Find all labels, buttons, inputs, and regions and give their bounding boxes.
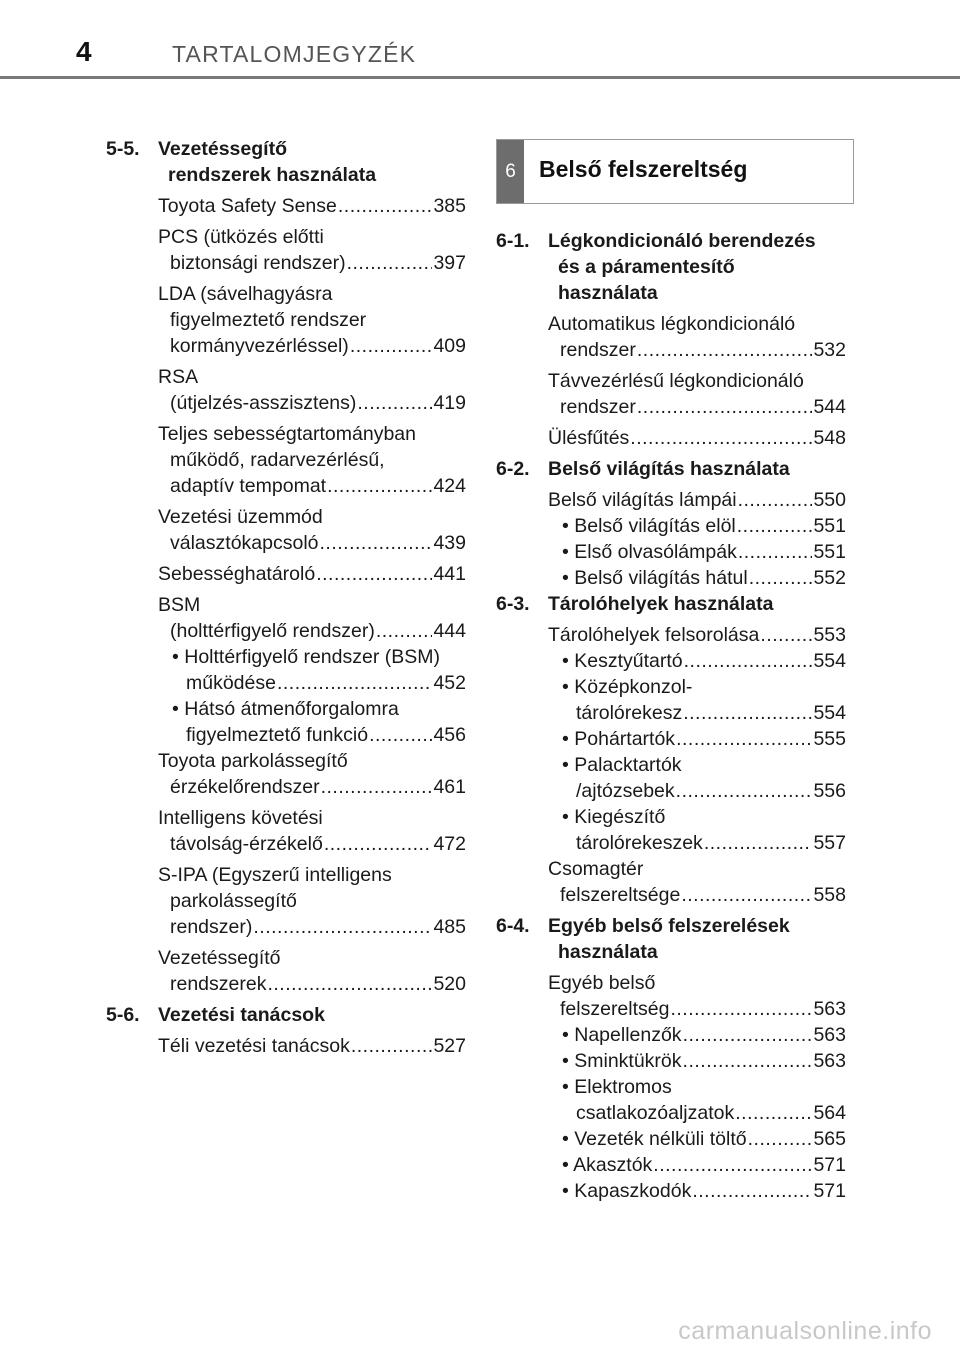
page-header <box>0 0 960 80</box>
toc-left-column <box>106 136 466 1064</box>
entry-text: parkolássegítő <box>170 890 297 912</box>
entry-line <box>158 473 466 499</box>
entry-line <box>158 945 466 971</box>
dot-leader <box>653 1152 812 1178</box>
header-divider <box>0 76 960 79</box>
dot-leader <box>321 774 433 800</box>
section-title-line: Vezetési tanácsok <box>158 1004 325 1026</box>
toc-entry[interactable] <box>548 622 846 648</box>
toc-entry[interactable] <box>158 592 466 644</box>
page-number[interactable]: 520 <box>433 973 466 995</box>
entry-line <box>158 1033 466 1059</box>
toc-subentry[interactable] <box>562 513 846 539</box>
entry-line <box>562 1178 846 1204</box>
entry-text: • Kiegészítő <box>562 806 666 828</box>
page-number[interactable]: 551 <box>813 515 846 537</box>
entry-text: S-IPA (Egyszerű intelligens <box>158 864 392 886</box>
page-number[interactable]: 419 <box>433 392 466 414</box>
dot-leader <box>320 530 433 556</box>
page-number[interactable]: 527 <box>433 1035 466 1057</box>
entry-text: (holttérfigyelő rendszer) <box>170 620 375 642</box>
toc-entry[interactable] <box>158 945 466 997</box>
entry-line <box>548 970 846 996</box>
entry-line <box>548 394 846 420</box>
entry-line <box>158 748 466 774</box>
page-number[interactable]: 385 <box>433 195 466 217</box>
page-number[interactable]: 552 <box>813 567 846 589</box>
entry-line <box>548 622 846 648</box>
toc-entry[interactable] <box>158 193 466 219</box>
dot-leader <box>676 778 813 804</box>
dot-leader <box>630 425 812 451</box>
section-title-line: Egyéb belső felszerelések <box>548 915 790 937</box>
page-number: 4 <box>76 36 92 67</box>
toc-entry[interactable] <box>548 970 846 1022</box>
dot-leader <box>637 394 813 420</box>
entry-text: • Napellenzők <box>562 1024 682 1046</box>
page-number[interactable]: 563 <box>813 1024 846 1046</box>
entry-line <box>548 856 846 882</box>
entry-line <box>562 752 846 778</box>
entry-line <box>172 670 466 696</box>
section-title-line: használata <box>558 941 658 963</box>
entry-text: rendszer <box>560 396 636 418</box>
entry-line <box>158 862 466 888</box>
entry-line <box>562 1022 846 1048</box>
entry-text: • Vezeték nélküli töltő <box>562 1128 747 1150</box>
entry-line <box>158 618 466 644</box>
toc-subentry[interactable] <box>562 674 846 726</box>
toc-entry[interactable] <box>548 368 846 420</box>
entry-text: figyelmeztető funkció <box>186 724 369 746</box>
entry-line <box>562 674 846 700</box>
page-number[interactable]: 452 <box>433 672 466 694</box>
page-number[interactable]: 551 <box>813 541 846 563</box>
entry-line <box>158 914 466 940</box>
page-number[interactable]: 444 <box>433 620 466 642</box>
entry-line <box>158 530 466 556</box>
entry-line <box>548 487 846 513</box>
entry-text: Sebességhatároló <box>158 563 316 585</box>
entry-text: rendszerek <box>170 973 267 995</box>
entry-text: • Belső világítás hátul <box>562 567 748 589</box>
toc-entry[interactable] <box>158 862 466 940</box>
entry-text: • Hátsó átmenőforgalomra <box>172 698 399 720</box>
dot-leader <box>350 333 433 359</box>
entry-text: • Pohártartók <box>562 728 676 750</box>
entry-text: működő, radarvezérlésű, <box>170 449 385 471</box>
section-number: 6-3. <box>496 593 530 615</box>
page-number[interactable]: 461 <box>433 776 466 798</box>
entry-line <box>562 1100 846 1126</box>
entry-text: távolság-érzékelő <box>170 833 323 855</box>
entry-line <box>562 1074 846 1100</box>
entry-line <box>158 281 466 307</box>
entry-line <box>158 805 466 831</box>
page-number[interactable]: 456 <box>433 724 466 746</box>
entry-text: Automatikus légkondicionáló <box>548 313 796 335</box>
entry-text: PCS (ütközés előtti <box>158 226 324 248</box>
page-number[interactable]: 550 <box>813 489 846 511</box>
section-heading[interactable] <box>496 913 846 965</box>
dot-leader <box>637 337 813 363</box>
dot-leader <box>351 1033 433 1059</box>
entry-line <box>548 337 846 363</box>
toc-subentry[interactable] <box>562 1048 846 1074</box>
page-number[interactable]: 439 <box>433 532 466 554</box>
section-heading[interactable] <box>496 228 846 306</box>
dot-leader <box>692 1178 812 1204</box>
section-heading[interactable] <box>496 456 846 482</box>
toc-entry[interactable] <box>548 425 846 451</box>
page-number[interactable]: 441 <box>433 563 466 585</box>
dot-leader <box>357 390 432 416</box>
entry-text: Vezetéssegítő <box>158 947 281 969</box>
dot-leader <box>735 1100 812 1126</box>
dot-leader <box>347 250 433 276</box>
dot-leader <box>681 882 812 908</box>
toc-subentry[interactable] <box>562 539 846 565</box>
entry-text: • Belső világítás elöl <box>562 515 736 537</box>
chapter-title: Belső felszereltség <box>539 156 748 182</box>
section-heading[interactable] <box>106 1002 466 1028</box>
toc-subentry[interactable] <box>562 1022 846 1048</box>
section-number: 6-1. <box>496 230 530 252</box>
toc-entry[interactable] <box>158 805 466 857</box>
dot-leader <box>738 539 813 565</box>
entry-text: • Középkonzol- <box>562 676 693 698</box>
entry-line <box>158 224 466 250</box>
entry-text: Vezetési üzemmód <box>158 506 323 528</box>
page-number[interactable]: 485 <box>433 916 466 938</box>
entry-line <box>158 592 466 618</box>
dot-leader <box>253 914 432 940</box>
section-title-line: Légkondicionáló berendezés <box>548 230 816 252</box>
entry-text: kormányvezérléssel) <box>170 335 349 357</box>
toc-subentry[interactable] <box>562 1152 846 1178</box>
entry-line <box>158 971 466 997</box>
entry-text: figyelmeztető rendszer <box>170 309 367 331</box>
dot-leader <box>683 700 812 726</box>
toc-subentry[interactable] <box>562 752 846 804</box>
toc-entry[interactable] <box>158 504 466 556</box>
entry-text: Ülésfűtés <box>548 427 630 449</box>
entry-line <box>562 1048 846 1074</box>
entry-line <box>158 831 466 857</box>
dot-leader <box>267 971 432 997</box>
entry-text: csatlakozóaljzatok <box>576 1102 735 1124</box>
entry-text: Teljes sebességtartományban <box>158 423 416 445</box>
section-number: 5-6. <box>106 1004 140 1026</box>
entry-text: • Kapaszkodók <box>562 1180 692 1202</box>
entry-text: rendszer <box>560 339 636 361</box>
entry-line <box>562 565 846 591</box>
page-number[interactable]: 565 <box>813 1128 846 1150</box>
page-number[interactable]: 555 <box>813 728 846 750</box>
toc-entry[interactable] <box>158 364 466 416</box>
dot-leader <box>277 670 432 696</box>
section-number: 6-4. <box>496 915 530 937</box>
toc-subentry[interactable] <box>562 565 846 591</box>
entry-line <box>562 726 846 752</box>
toc-entry[interactable] <box>548 856 846 908</box>
entry-line <box>548 368 846 394</box>
dot-leader <box>316 561 432 587</box>
entry-text: választókapcsoló <box>170 532 319 554</box>
dot-leader <box>683 1048 813 1074</box>
entry-text: működése <box>186 672 276 694</box>
header-title: TARTALOMJEGYZÉK <box>172 41 417 67</box>
section-title <box>548 913 846 965</box>
entry-line <box>158 421 466 447</box>
entry-text: biztonsági rendszer) <box>170 252 346 274</box>
page-number[interactable]: 554 <box>813 650 846 672</box>
entry-line <box>562 539 846 565</box>
section-title-line: és a páramentesítő <box>558 256 735 278</box>
section-title-line: Vezetéssegítő <box>158 138 287 160</box>
entry-line <box>562 700 846 726</box>
entry-text: Tárolóhelyek felsorolása <box>548 624 760 646</box>
toc-subentry[interactable] <box>562 726 846 752</box>
section-number: 5-5. <box>106 138 140 160</box>
dot-leader <box>369 722 432 748</box>
dot-leader <box>338 193 433 219</box>
entry-text: Belső világítás lámpái <box>548 489 737 511</box>
section-title-line: rendszerek használata <box>168 164 377 186</box>
page-number[interactable]: 556 <box>813 780 846 802</box>
section-title <box>548 228 846 306</box>
entry-text: BSM <box>158 594 201 616</box>
dot-leader <box>324 831 433 857</box>
entry-line <box>548 311 846 337</box>
dot-leader <box>670 996 812 1022</box>
toc-entry[interactable] <box>158 748 466 800</box>
page-number[interactable]: 472 <box>433 833 466 855</box>
entry-line <box>562 648 846 674</box>
entry-line <box>158 561 466 587</box>
entry-text: • Kesztyűtartó <box>562 650 683 672</box>
page-number[interactable]: 544 <box>813 396 846 418</box>
entry-line <box>172 696 466 722</box>
entry-text: érzékelőrendszer <box>170 776 320 798</box>
entry-line <box>562 513 846 539</box>
entry-text: • Első olvasólámpák <box>562 541 737 563</box>
entry-line <box>158 250 466 276</box>
dot-leader <box>684 648 813 674</box>
entry-line <box>548 425 846 451</box>
entry-text: Csomagtér <box>548 858 644 880</box>
toc-subentry[interactable] <box>562 648 846 674</box>
page-number[interactable]: 409 <box>433 335 466 357</box>
entry-line <box>562 1126 846 1152</box>
toc-entry[interactable] <box>158 1033 466 1059</box>
dot-leader <box>327 473 432 499</box>
toc-subentry[interactable] <box>562 804 846 856</box>
entry-text: rendszer) <box>170 916 253 938</box>
toc-entry[interactable] <box>158 561 466 587</box>
entry-text: felszereltsége <box>560 884 681 906</box>
section-title-line: Tárolóhelyek használata <box>548 593 774 615</box>
section-title <box>548 456 846 482</box>
page-number[interactable]: 571 <box>813 1154 846 1176</box>
entry-text: (útjelzés-asszisztens) <box>170 392 357 414</box>
entry-line <box>158 504 466 530</box>
entry-line <box>158 333 466 359</box>
entry-text: • Elektromos <box>562 1076 672 1098</box>
entry-text: • Akasztók <box>562 1154 653 1176</box>
page-number[interactable]: 557 <box>813 832 846 854</box>
page-number[interactable]: 532 <box>813 339 846 361</box>
entry-line <box>158 307 466 333</box>
entry-text: Egyéb belső <box>548 972 656 994</box>
page-number[interactable]: 563 <box>813 1050 846 1072</box>
toc-entry[interactable] <box>548 311 846 363</box>
entry-text: LDA (sávelhagyásra <box>158 283 333 305</box>
watermark: carmanualsonline.info <box>678 1317 932 1345</box>
section-title <box>158 136 466 188</box>
dot-leader <box>738 487 813 513</box>
section-heading[interactable] <box>106 136 466 188</box>
toc-subentry[interactable] <box>562 1074 846 1126</box>
entry-text: Toyota parkolássegítő <box>158 750 348 772</box>
toc-subentry[interactable] <box>562 1178 846 1204</box>
entry-text: tárolórekeszek <box>576 832 703 854</box>
entry-line <box>172 644 466 670</box>
toc-entry[interactable] <box>158 421 466 499</box>
entry-line <box>158 193 466 219</box>
entry-text: felszereltség <box>560 998 670 1020</box>
entry-text: adaptív tempomat <box>170 475 327 497</box>
entry-line <box>548 882 846 908</box>
section-title <box>548 591 846 617</box>
toc-subentry[interactable] <box>172 696 466 748</box>
entry-text: Intelligens követési <box>158 807 323 829</box>
page-number[interactable]: 548 <box>813 427 846 449</box>
section-title-line: Belső világítás használata <box>548 458 790 480</box>
page-number[interactable]: 424 <box>433 475 466 497</box>
toc-subentry[interactable] <box>172 644 466 696</box>
entry-line <box>158 447 466 473</box>
entry-line <box>562 830 846 856</box>
entry-text: Távvezérlésű légkondicionáló <box>548 370 804 392</box>
section-title <box>158 1002 466 1028</box>
dot-leader <box>376 618 433 644</box>
entry-text: • Palacktartók <box>562 754 682 776</box>
toc-right-column <box>496 228 846 1204</box>
section-title-line: használata <box>558 282 658 304</box>
toc-entry[interactable] <box>158 281 466 359</box>
dot-leader <box>748 1126 813 1152</box>
entry-text: Toyota Safety Sense <box>158 195 337 217</box>
page-number[interactable]: 563 <box>813 998 846 1020</box>
toc-entry[interactable] <box>548 487 846 513</box>
page-number[interactable]: 554 <box>813 702 846 724</box>
toc-entry[interactable] <box>158 224 466 276</box>
page-number[interactable]: 553 <box>813 624 846 646</box>
entry-text: Téli vezetési tanácsok <box>158 1035 350 1057</box>
entry-text: /ajtózsebek <box>576 780 675 802</box>
entry-line <box>562 1152 846 1178</box>
entry-line <box>158 364 466 390</box>
page-number[interactable]: 397 <box>433 252 466 274</box>
dot-leader <box>704 830 813 856</box>
page-number[interactable]: 558 <box>813 884 846 906</box>
page-number[interactable]: 564 <box>813 1102 846 1124</box>
dot-leader <box>737 513 813 539</box>
entry-line <box>562 778 846 804</box>
section-heading[interactable] <box>496 591 846 617</box>
entry-line <box>158 888 466 914</box>
entry-line <box>172 722 466 748</box>
section-number: 6-2. <box>496 458 530 480</box>
dot-leader <box>749 565 813 591</box>
entry-text: tárolórekesz <box>576 702 683 724</box>
entry-line <box>158 774 466 800</box>
entry-text: • Sminktükrök <box>562 1050 682 1072</box>
dot-leader <box>676 726 812 752</box>
entry-line <box>562 804 846 830</box>
entry-text: • Holttérfigyelő rendszer (BSM) <box>172 646 440 668</box>
dot-leader <box>760 622 812 648</box>
dot-leader <box>683 1022 813 1048</box>
toc-subentry[interactable] <box>562 1126 846 1152</box>
entry-text: RSA <box>158 366 199 388</box>
page-number[interactable]: 571 <box>813 1180 846 1202</box>
entry-line <box>158 390 466 416</box>
chapter-number: 6 <box>497 140 524 203</box>
chapter-tab[interactable] <box>496 139 854 204</box>
entry-line <box>548 996 846 1022</box>
